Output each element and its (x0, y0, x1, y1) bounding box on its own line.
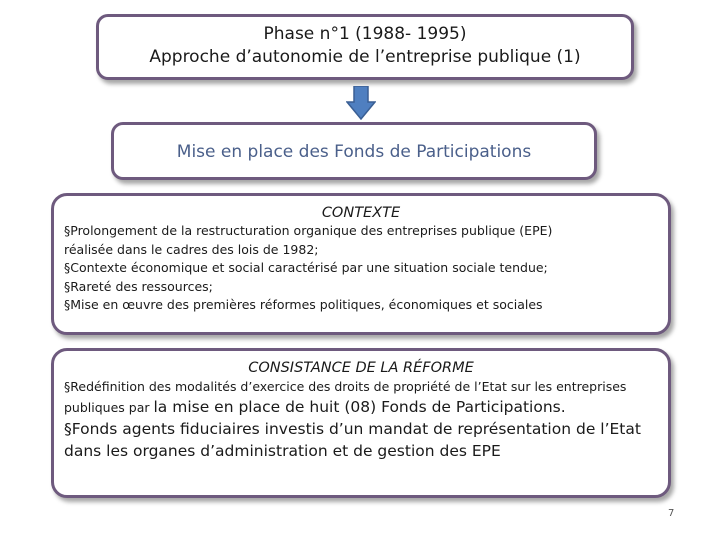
title-box (96, 14, 634, 80)
context-item: §Contexte économique et social caractérisé par une situation sociale tendue; (64, 260, 548, 275)
phase-title: Phase n°1 (1988- 1995) (263, 24, 467, 44)
reform-heading: CONSISTANCE DE LA RÉFORME (248, 360, 474, 376)
reform-paragraph-1 (54, 377, 668, 418)
reform-paragraph-2: §Fonds agents fiduciaires investis d’un mandat de représentation de l’Etat dans les organes d’administration et de gestion des EPE (64, 420, 641, 460)
funds-box-text: Mise en place des Fonds de Participations (176, 142, 532, 162)
phase-subtitle: Approche d’autonomie de l’entreprise publique (1) (149, 47, 581, 67)
reform-paragraph-1-intro: §Redéfinition des modalités d’exercice des droits de propriété de l’Etat sur les entreprises publiques par (64, 379, 627, 415)
funds-box (111, 122, 597, 180)
context-item: §Mise en œuvre des premières réformes politiques, économiques et sociales (64, 297, 543, 312)
context-item: §Prolongement de la restructuration organique des entreprises publique (EPE) (64, 223, 553, 238)
context-heading: CONTEXTE (321, 205, 401, 221)
reform-box (51, 348, 671, 498)
context-item: §Rareté des ressources; (64, 278, 213, 294)
context-box (51, 193, 671, 335)
page-number: 7 (668, 508, 675, 519)
reform-paragraph-1-emphasis: la mise en place de huit (08) Fonds de Participations. (153, 398, 566, 416)
down-arrow-icon (346, 86, 376, 120)
context-item: réalisée dans le cadres des lois de 1982; (64, 241, 319, 257)
